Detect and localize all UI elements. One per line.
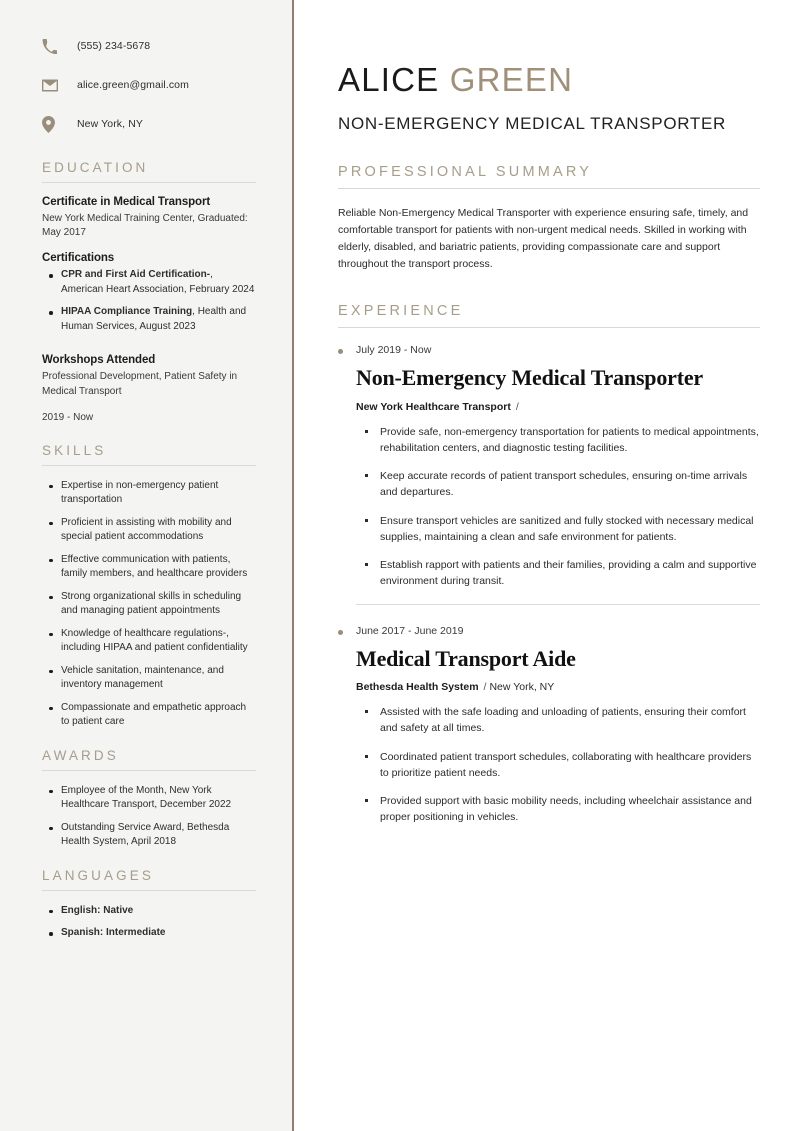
- list-item: Spanish: Intermediate: [42, 926, 256, 941]
- awards-rule: [42, 770, 256, 771]
- list-item: Strong organizational skills in scheduling and managing patient appointments: [42, 590, 256, 619]
- experience-role: Non-Emergency Medical Transporter: [356, 365, 703, 391]
- headline-job-title: NON-EMERGENCY MEDICAL TRANSPORTER: [338, 114, 727, 134]
- skills-rule: [42, 465, 256, 466]
- experience-location: New York, NY: [489, 681, 555, 694]
- section-languages: [42, 868, 256, 941]
- experience-company: Bethesda Health System: [356, 681, 479, 694]
- experience-separator: /: [515, 400, 519, 413]
- first-name: ALICE: [338, 61, 440, 98]
- workshops-title: Workshops Attended: [42, 354, 156, 367]
- experience-entry: [338, 344, 760, 589]
- list-item: Expertise in non-emergency patient transportation: [42, 479, 256, 508]
- list-item: Outstanding Service Award, Bethesda Health System, April 2018: [42, 821, 256, 850]
- main-content: [294, 0, 800, 1131]
- experience-entry: [338, 625, 760, 826]
- experience-role: Medical Transport Aide: [356, 645, 576, 671]
- list-item: Employee of the Month, New York Healthcare Transport, December 2022: [42, 784, 256, 813]
- list-item: Assisted with the safe loading and unloading of patients, ensuring their comfort and safety at all times.: [378, 704, 760, 737]
- list-item: [42, 305, 256, 334]
- section-education: [42, 160, 256, 425]
- languages-rule: [42, 890, 256, 891]
- experience-date: June 2017 - June 2019: [356, 625, 760, 637]
- education-school: New York Medical Training Center, Graduated: May 2017: [42, 213, 248, 239]
- list-item: Knowledge of healthcare regulations-, including HIPAA and patient confidentiality: [42, 627, 256, 656]
- workshops-detail: Professional Development, Patient Safety in Medical Transport: [42, 371, 238, 397]
- section-skills: [42, 443, 256, 730]
- list-item: Effective communication with patients, family members, and healthcare providers: [42, 553, 256, 582]
- list-item: Compassionate and empathetic approach to patient care: [42, 701, 256, 730]
- summary-text: Reliable Non-Emergency Medical Transporter with experience ensuring safe, timely, and comfortable transport for patients with non-urgent medical needs. Skilled in working with elderly, disabled, and bariatric patients, providing compassionate care and support throughout the transport process.: [338, 207, 749, 271]
- experience-company-line: [356, 401, 760, 413]
- experience-heading: EXPERIENCE: [338, 303, 464, 320]
- list-item: English: Native: [42, 904, 256, 919]
- education-rule: [42, 182, 256, 183]
- experience-bullets: [356, 424, 760, 590]
- workshops-date: 2019 - Now: [42, 411, 94, 423]
- certifications-list: [42, 268, 256, 334]
- skills-heading: SKILLS: [42, 442, 107, 458]
- languages-list: [42, 904, 256, 941]
- list-item: Ensure transport vehicles are sanitized and fully stocked with necessary medical supplies, maintaining a clean and safe environment for patients.: [378, 513, 760, 546]
- list-item: Vehicle sanitation, maintenance, and inventory management: [42, 664, 256, 693]
- experience-company: New York Healthcare Transport: [356, 400, 511, 413]
- summary-heading: PROFESSIONAL SUMMARY: [338, 164, 593, 181]
- experience-date: July 2019 - Now: [356, 344, 760, 356]
- experience-company-line: [356, 681, 760, 693]
- list-item: Provided support with basic mobility needs, including wheelchair assistance and proper positioning in vehicles.: [378, 793, 760, 826]
- list-item: Proficient in assisting with mobility and special patient accommodations: [42, 516, 256, 545]
- certification-detail: , American Heart Association, February 2024: [61, 269, 255, 295]
- contact-location: [42, 114, 256, 134]
- last-name: GREEN: [449, 61, 574, 98]
- contact-list: [42, 36, 256, 134]
- experience-divider: [356, 604, 760, 605]
- skills-list: [42, 479, 256, 730]
- page-title: [338, 62, 760, 98]
- certifications-title: Certifications: [42, 252, 115, 265]
- certification-name: CPR and First Aid Certification-: [61, 269, 211, 281]
- education-heading: EDUCATION: [42, 160, 149, 175]
- email-text: alice.green@gmail.com: [77, 79, 189, 91]
- list-item: Provide safe, non-emergency transportation for patients to medical appointments, rehabilitation centers, and diagnostic testing facilities.: [378, 424, 760, 457]
- location-pin-icon: [42, 114, 64, 134]
- list-item: Coordinated patient transport schedules, collaborating with healthcare providers to prioritize patient needs.: [378, 749, 760, 782]
- awards-list: [42, 784, 256, 850]
- section-awards: [42, 748, 256, 850]
- contact-email: [42, 75, 256, 95]
- languages-heading: LANGUAGES: [42, 867, 154, 883]
- certification-name: HIPAA Compliance Training: [61, 306, 193, 318]
- awards-heading: AWARDS: [42, 747, 119, 763]
- phone-icon: [42, 36, 64, 56]
- list-item: Keep accurate records of patient transport schedules, ensuring on-time arrivals and departures.: [378, 468, 760, 501]
- envelope-icon: [42, 75, 64, 95]
- location-text: New York, NY: [77, 118, 143, 130]
- list-item: Establish rapport with patients and their families, providing a calm and supportive environment during transit.: [378, 557, 760, 590]
- education-degree: Certificate in Medical Transport: [42, 196, 211, 208]
- experience-separator: /: [483, 681, 487, 694]
- phone-text: (555) 234-5678: [77, 40, 151, 52]
- section-professional-summary: [338, 164, 760, 273]
- list-item: [42, 268, 256, 297]
- summary-rule: [338, 188, 760, 189]
- section-experience: [338, 303, 760, 825]
- experience-bullets: [356, 704, 760, 826]
- sidebar: [0, 0, 294, 1131]
- contact-phone: [42, 36, 256, 56]
- experience-rule: [338, 327, 760, 328]
- certification-detail: , Health and Human Services, August 2023: [61, 306, 247, 332]
